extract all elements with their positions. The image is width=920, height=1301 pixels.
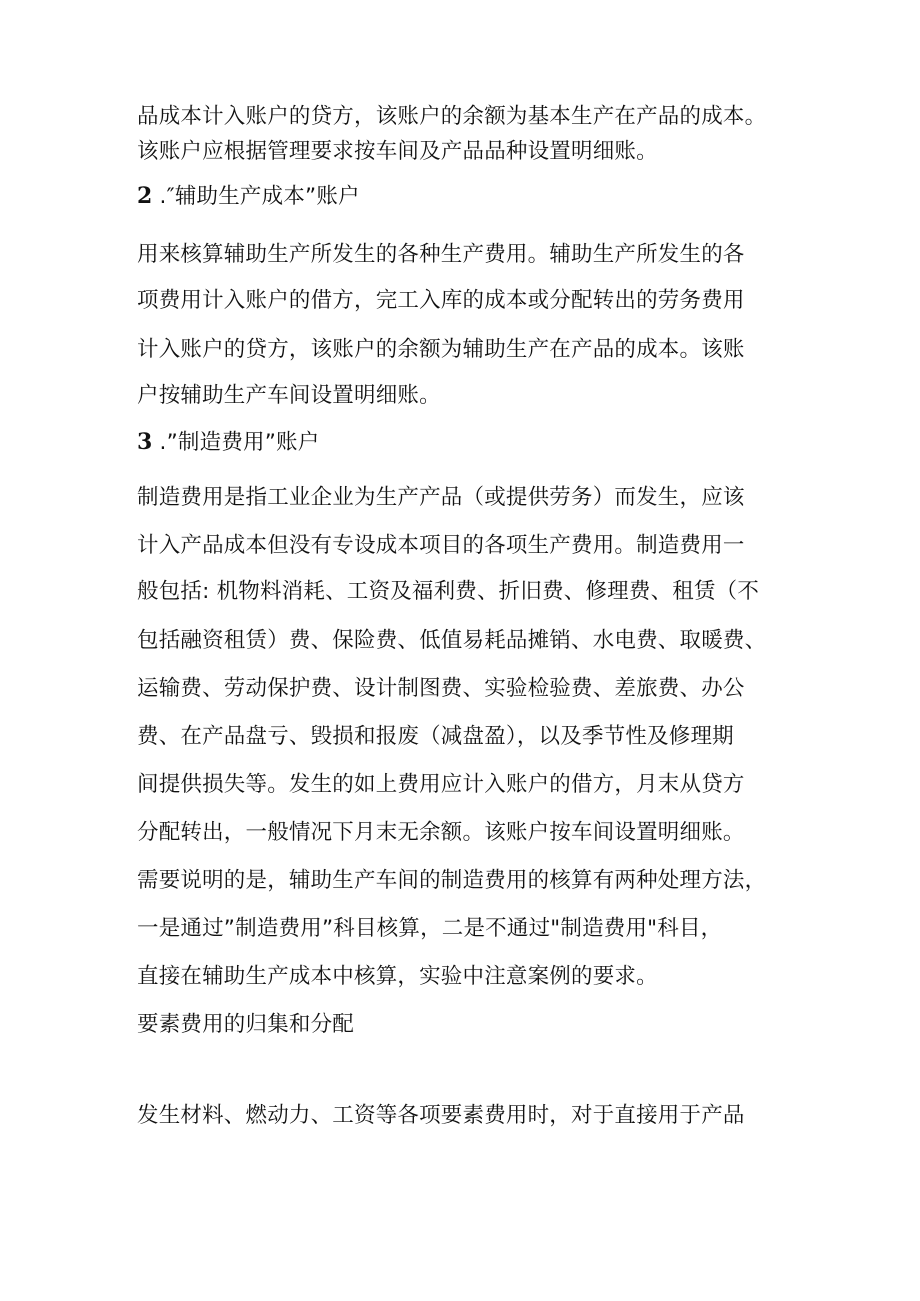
section-2-heading — [137, 181, 360, 212]
intro-line-1: 品成本计入账户的贷方，该账户的余额为基本生产在产品的成本。 — [137, 104, 767, 129]
section-3-number: 3 — [137, 429, 153, 455]
section-3-title: .”制造费用”账户 — [152, 430, 320, 455]
section-3-line-5: 运输费、劳动保护费、设计制图费、实验检验费、差旅费、办公 — [137, 676, 745, 701]
section-3-line-7: 间提供损失等。发生的如上费用应计入账户的借方，月末从贷方 — [137, 772, 745, 797]
section-3-line-11: 直接在辅助生产成本中核算，实验中注意案例的要求。 — [137, 964, 658, 989]
section-3-line-2: 计入产品成本但没有专设成本项目的各项生产费用。制造费用一 — [137, 533, 745, 558]
section-3-heading — [137, 427, 319, 458]
section-3-line-8: 分配转出，一般情况下月末无余额。该账户按车间设置明细账。 — [137, 820, 745, 845]
section-2-line-3: 计入账户的贷方，该账户的余额为辅助生产在产品的成本。该账 — [137, 337, 745, 362]
section-2-line-4: 户按辅助生产车间设置明细账。 — [137, 383, 441, 408]
section-3-line-10: 一是通过”制造费用”科目核算，二是不通过"制造费用"科目， — [137, 916, 723, 941]
section-2-number: 2 — [137, 183, 153, 209]
section-3-line-4: 包括融资租赁）费、保险费、低值易耗品摊销、水电费、取暖费、 — [137, 628, 767, 653]
section-4-line-1: 发生材料、燃动力、工资等各项要素费用时，对于直接用于产品 — [137, 1103, 745, 1128]
section-3-line-6: 费、在产品盘亏、毁损和报废（减盘盈），以及季节性及修理期 — [137, 724, 734, 749]
section-3-line-3: 般包括: 机物料消耗、工资及福利费、折旧费、修理费、租赁（不 — [137, 579, 760, 604]
section-2-line-1: 用来核算辅助生产所发生的各种生产费用。辅助生产所发生的各 — [137, 242, 745, 267]
section-3-line-1: 制造费用是指工业企业为生产产品（或提供劳务）而发生，应该 — [137, 485, 745, 510]
section-2-title: .″辅助生产成本”账户 — [152, 184, 360, 209]
intro-line-2: 该账户应根据管理要求按车间及产品品种设置明细账。 — [137, 139, 658, 164]
section-4-heading: 要素费用的归集和分配 — [137, 1012, 355, 1037]
section-2-line-2: 项费用计入账户的借方，完工入库的成本或分配转出的劳务费用 — [137, 288, 745, 313]
section-3-line-9: 需要说明的是，辅助生产车间的制造费用的核算有两种处理方法， — [137, 868, 767, 893]
